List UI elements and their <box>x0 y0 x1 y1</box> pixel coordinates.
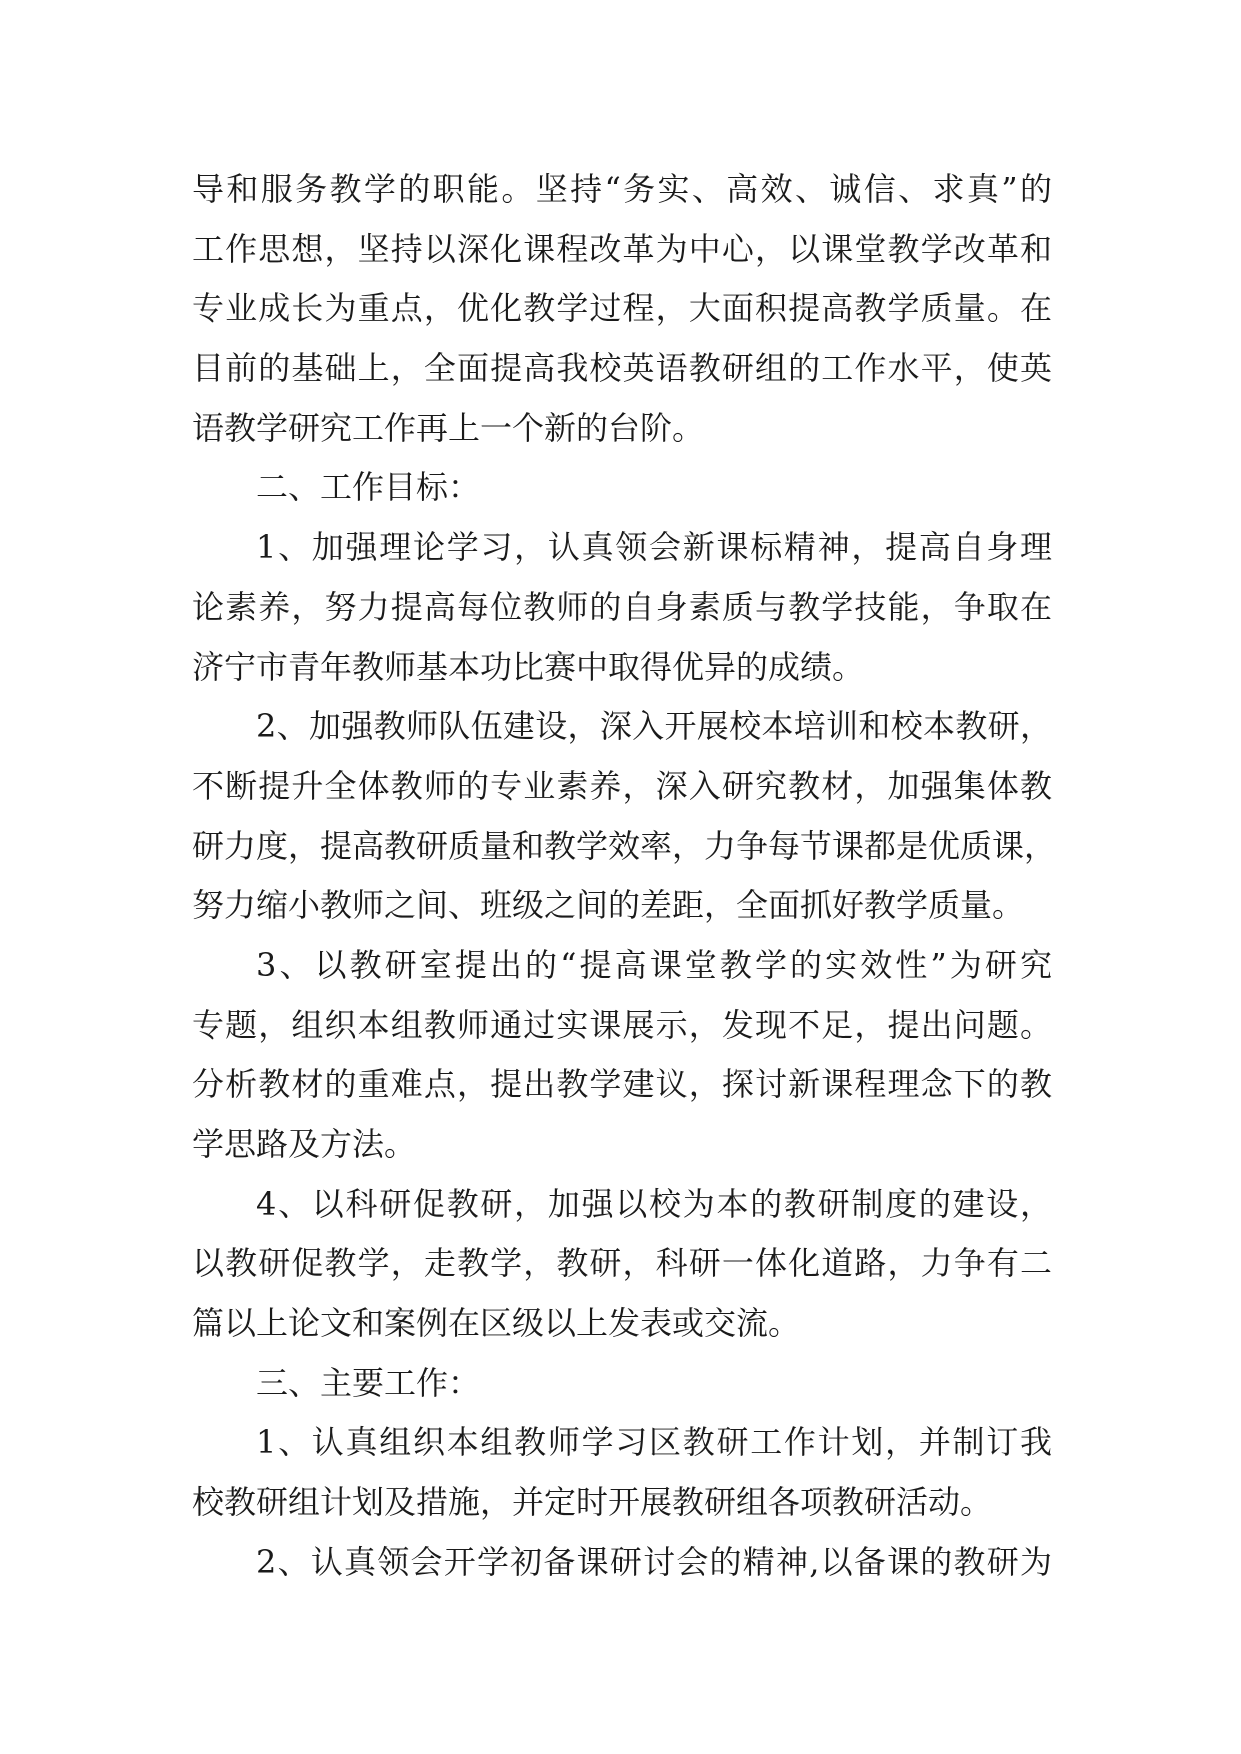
text-line: 目前的基础上，全面提高我校英语教研组的工作水平，使英 <box>192 349 1052 388</box>
text-line: 1、认真组织本组教师学习区教研工作计划，并制订我 <box>256 1423 1052 1462</box>
text-line: 工作思想，坚持以深化课程改革为中心，以课堂教学改革和 <box>192 229 1052 268</box>
text-line: 1、加强理论学习，认真领会新课标精神，提高自身理 <box>256 528 1052 567</box>
text-line: 校教研组计划及措施，并定时开展教研组各项教研活动。 <box>192 1483 993 1522</box>
text-line: 3、以教研室提出的“提高课堂教学的实效性”为研究 <box>256 945 1052 984</box>
text-line: 4、以科研促教研，加强以校为本的教研制度的建设， <box>256 1184 1052 1223</box>
text-line: 济宁市青年教师基本功比赛中取得优异的成绩。 <box>192 647 865 686</box>
text-line: 不断提升全体教师的专业素养，深入研究教材，加强集体教 <box>192 766 1052 805</box>
text-line: 研力度，提高教研质量和教学效率，力争每节课都是优质课， <box>192 826 1057 865</box>
text-line: 专业成长为重点，优化教学过程，大面积提高教学质量。在 <box>192 289 1052 328</box>
text-line: 专题，组织本组教师通过实课展示，发现不足，提出问题。 <box>192 1005 1052 1044</box>
text-line: 二、工作目标： <box>256 468 481 507</box>
text-line: 2、加强教师队伍建设，深入开展校本培训和校本教研， <box>256 707 1052 746</box>
text-line: 论素养，努力提高每位教师的自身素质与教学技能，争取在 <box>192 587 1052 626</box>
text-line: 2、认真领会开学初备课研讨会的精神,以备课的教研为 <box>256 1542 1052 1581</box>
text-line: 努力缩小教师之间、班级之间的差距，全面抓好教学质量。 <box>192 886 1025 925</box>
text-line: 语教学研究工作再上一个新的台阶。 <box>192 408 705 447</box>
text-line: 学思路及方法。 <box>192 1125 417 1163</box>
text-line: 分析教材的重难点，提出教学建议，探讨新课程理念下的教 <box>192 1065 1052 1104</box>
text-line: 篇以上论文和案例在区级以上发表或交流。 <box>192 1304 801 1343</box>
text-line: 导和服务教学的职能。坚持“务实、高效、诚信、求真”的 <box>192 170 1052 208</box>
document-body <box>192 160 1057 1593</box>
text-line: 以教研促教学，走教学，教研，科研一体化道路，力争有二 <box>192 1244 1052 1283</box>
text-line: 三、主要工作： <box>256 1363 481 1402</box>
